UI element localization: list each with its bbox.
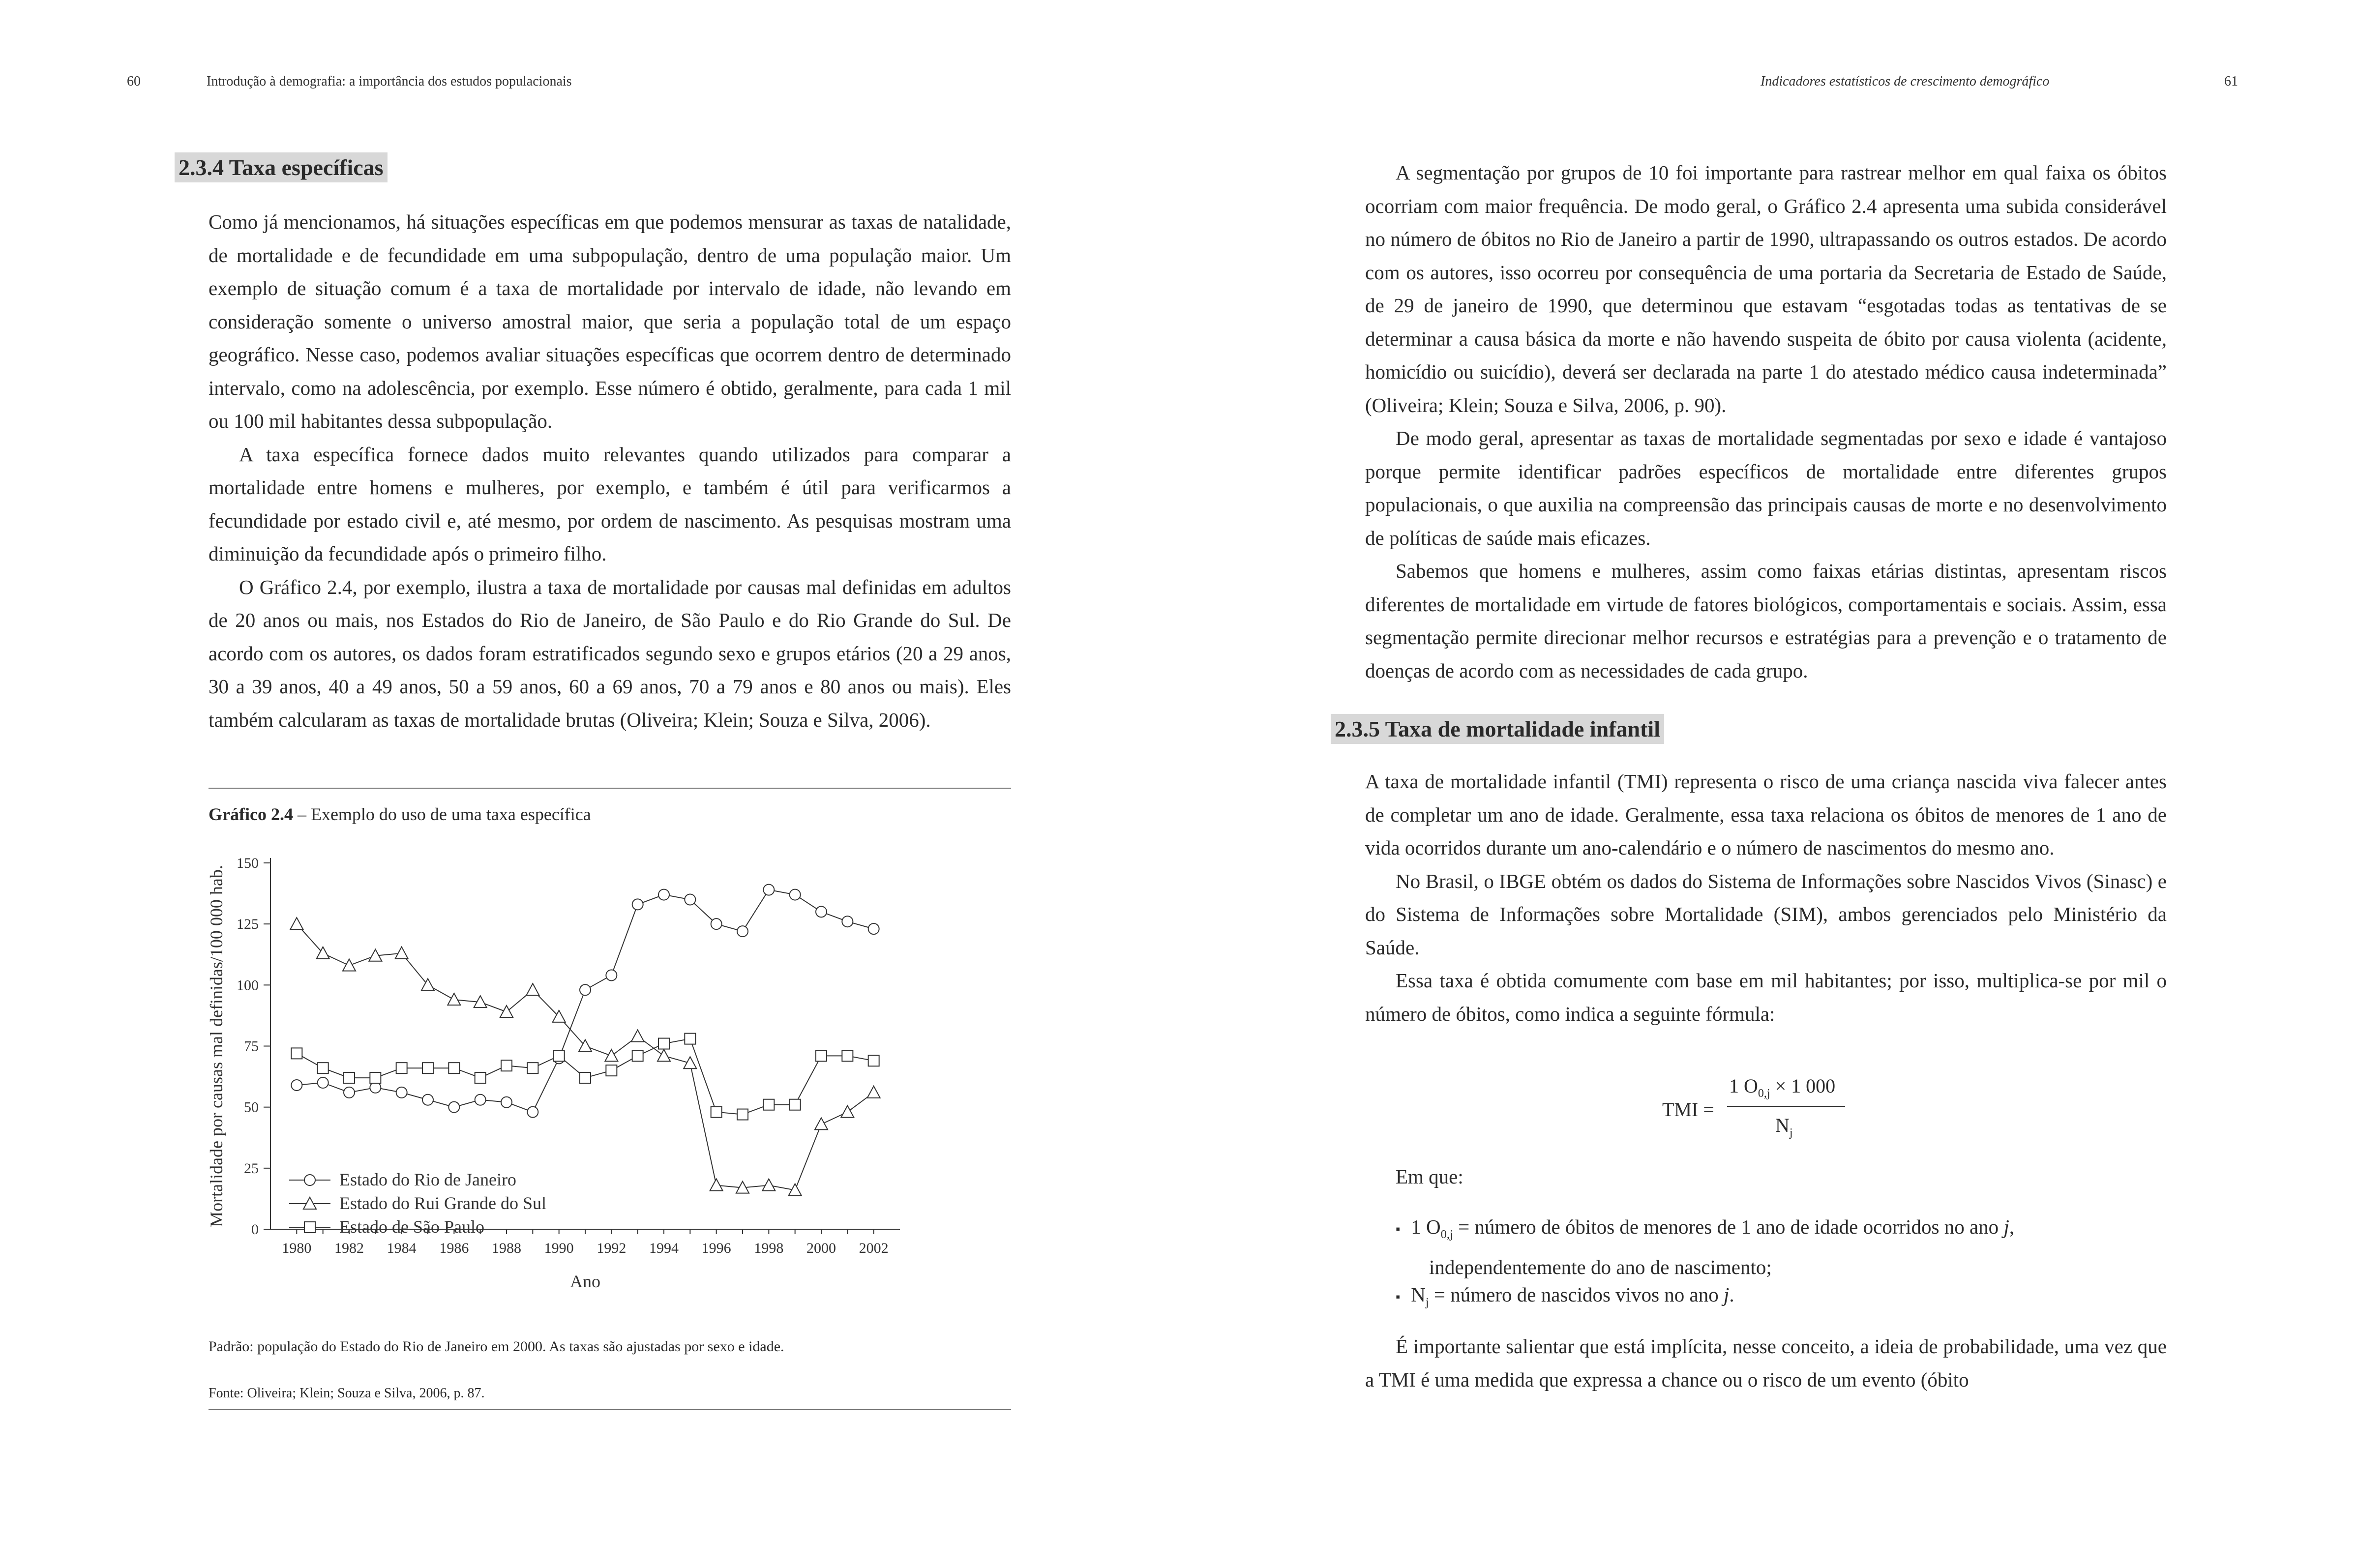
- data-point-square: [527, 1063, 538, 1073]
- bullet-item: ▪ $N_j$ = número de nascidos vivos no ano j.: [1396, 1283, 1734, 1309]
- data-point-circle: [475, 1095, 486, 1105]
- data-point-square: [396, 1063, 407, 1073]
- data-point-triangle: [684, 1057, 696, 1068]
- data-point-circle: [291, 1080, 302, 1091]
- data-point-square: [554, 1050, 565, 1061]
- data-point-square: [606, 1065, 617, 1076]
- data-point-square: [763, 1099, 774, 1110]
- figure-label: Gráfico 2.4: [209, 804, 293, 824]
- data-point-triangle: [815, 1118, 828, 1129]
- data-point-triangle: [710, 1179, 723, 1191]
- paragraph: Sabemos que homens e mulheres, assim como faixas etárias distintas, apresentam riscos diferentes de mortalidade em virtude de fatores biológicos, comportamentais e sociais. Assim, essa segmentação permite direcionar melhor recursos e estratégias para a prevenção e o tratamento de doenças de acordo com as necessidades de cada grupo.: [1365, 560, 2167, 682]
- legend-label: Estado de São Paulo: [339, 1217, 484, 1237]
- data-point-square: [790, 1099, 801, 1110]
- formula-numerator: 1 $O_{0,j} \times 1$ 000: [1729, 1075, 1836, 1100]
- series-line-triangle: [297, 924, 873, 1190]
- data-point-circle: [632, 899, 643, 910]
- figure-caption: [209, 804, 591, 825]
- data-point-triangle: [526, 983, 539, 995]
- paragraph: A taxa específica fornece dados muito relevantes quando utilizados para comparar a mortalidade entre homens e mulheres, por exemplo, e também é útil para verificarmos a fecundidade por estado civil e, até mesmo, por ordem de nascimento. As pesquisas mostram uma diminuição da fecundidade após o primeiro filho.: [209, 443, 1011, 565]
- paragraph: A taxa de mortalidade infantil (TMI) representa o risco de uma criança nascida viva falecer antes de completar um ano de idade. Geralmente, essa taxa relaciona os óbitos de menores de 1 ano de vida ocorridos durante um ano-calendário e o número de nascimentos do mesmo ano.: [1365, 770, 2167, 859]
- right-running-header: Indicadores estatísticos de crescimento demográfico: [1761, 74, 2050, 89]
- data-point-circle: [422, 1095, 433, 1105]
- chart-legend: [289, 1170, 546, 1237]
- data-point-square: [711, 1107, 722, 1118]
- y-tick-label: 100: [237, 977, 259, 994]
- bullet-mark: ▪: [1396, 1222, 1401, 1237]
- data-point-triangle: [762, 1179, 775, 1191]
- y-tick-label: 150: [237, 855, 259, 871]
- data-point-triangle: [421, 978, 434, 990]
- left-page-number: 60: [127, 74, 141, 89]
- right-body-text-top: [1365, 156, 2167, 687]
- data-point-circle: [711, 918, 722, 929]
- data-point-circle: [396, 1087, 407, 1098]
- tmi-formula: [1662, 1074, 1859, 1148]
- x-tick-label: 2000: [806, 1240, 836, 1256]
- right-body-text-bottom: [1365, 1330, 2167, 1396]
- y-tick-label: 0: [251, 1221, 259, 1238]
- section-title-2-3-5: 2.3.5 Taxa de mortalidade infantil: [1331, 714, 1664, 744]
- data-point-square: [422, 1063, 433, 1073]
- bullet-item: ▪ 1 $O_{0,j}$ = número de óbitos de menores de 1 ano de idade ocorridos no ano j, independentemente do ano de nascimento;: [1396, 1215, 2015, 1279]
- data-point-triangle: [841, 1106, 854, 1118]
- data-point-circle: [790, 889, 801, 900]
- mortality-line-chart: [187, 836, 944, 1328]
- paragraph: De modo geral, apresentar as taxas de mortalidade segmentadas por sexo e idade é vantajoso porque permite identificar padrões específicos de mortalidade entre diferentes grupos populacionais, o que auxilia na compreensão das principais causas de morte e no desenvolvimento de políticas de saúde mais eficazes.: [1365, 427, 2167, 549]
- data-point-square: [685, 1034, 695, 1044]
- data-point-circle: [737, 926, 748, 937]
- legend-marker-circle: [304, 1175, 315, 1185]
- data-point-triangle: [605, 1049, 618, 1061]
- chart-markers: [290, 885, 880, 1196]
- x-axis-title: Ano: [570, 1272, 600, 1291]
- data-point-square: [658, 1038, 669, 1049]
- data-point-circle: [318, 1077, 328, 1088]
- section-title-2-3-4: 2.3.4 Taxa específicas: [175, 152, 388, 182]
- legend-marker-square: [304, 1222, 315, 1233]
- y-tick-label: 50: [244, 1099, 259, 1116]
- data-point-triangle: [867, 1086, 880, 1098]
- data-point-triangle: [500, 1006, 513, 1017]
- formula-denominator: $N_j$: [1775, 1114, 1793, 1139]
- figure-bottom-rule: [209, 1409, 1011, 1410]
- fraction-bar: [1727, 1106, 1845, 1107]
- data-point-triangle: [657, 1049, 670, 1061]
- right-body-text-mid: [1365, 765, 2167, 1031]
- x-tick-label: 1988: [492, 1240, 521, 1256]
- right-page-number: 61: [2224, 74, 2238, 89]
- data-point-circle: [501, 1097, 512, 1108]
- figure-source: Fonte: Oliveira; Klein; Souza e Silva, 2006, p. 87.: [209, 1386, 485, 1401]
- figure-note: Padrão: população do Estado do Rio de Janeiro em 2000. As taxas são ajustadas por sexo e idade.: [209, 1338, 784, 1355]
- data-point-square: [816, 1050, 827, 1061]
- y-tick-label: 25: [244, 1160, 259, 1177]
- x-tick-label: 1996: [701, 1240, 731, 1256]
- data-point-square: [737, 1109, 748, 1120]
- bullet-continuation: independentemente do ano de nascimento;: [1429, 1256, 1772, 1279]
- figure-top-rule: [209, 788, 1011, 789]
- x-tick-label: 1980: [282, 1240, 312, 1256]
- data-point-square: [580, 1072, 591, 1083]
- data-point-circle: [448, 1102, 459, 1113]
- x-tick-label: 1990: [544, 1240, 574, 1256]
- paragraph: A segmentação por grupos de 10 foi importante para rastrear melhor em qual faixa os óbitos ocorriam com maior frequência. De modo geral, o Gráfico 2.4 apresenta uma subida considerável no número de óbitos no Rio de Janeiro a partir de 1990, ultrapassando os outros estados. De acordo com os autores, isso ocorreu por consequência de uma portaria da Secretaria de Estado de Saúde, de 29 de janeiro de 1990, que determinou que estavam “esgotadas todas as tentativas de se determinar a causa básica da morte e não havendo suspeita de óbito por causa violenta (acidente, homicídio ou suicídio), deverá ser declarada na parte 1 do atestado médico causa indeterminada” (Oliveira; Klein; Souza e Silva, 2006, p. 90).: [1365, 161, 2167, 416]
- data-point-square: [632, 1050, 643, 1061]
- data-point-square: [842, 1050, 853, 1061]
- x-tick-label: 1982: [334, 1240, 364, 1256]
- paragraph: É importante salientar que está implícita, nesse conceito, a ideia de probabilidade, uma vez que a TMI é uma medida que expressa a chance ou o risco de um evento (óbito: [1365, 1335, 2167, 1391]
- paragraph: Essa taxa é obtida comumente com base em mil habitantes; por isso, multiplica-se por mil o número de óbitos, como indica a seguinte fórmula:: [1365, 969, 2167, 1025]
- data-point-triangle: [290, 917, 303, 929]
- data-point-triangle: [448, 993, 460, 1005]
- data-point-circle: [527, 1107, 538, 1118]
- data-point-square: [318, 1063, 328, 1073]
- data-point-circle: [658, 889, 669, 900]
- data-point-triangle: [343, 959, 356, 971]
- data-point-triangle: [395, 947, 408, 959]
- legend-label: Estado do Rio de Janeiro: [339, 1170, 516, 1189]
- x-tick-label: 1986: [439, 1240, 469, 1256]
- y-tick-label: 125: [237, 916, 259, 933]
- data-point-square: [475, 1072, 486, 1083]
- x-tick-label: 1984: [387, 1240, 417, 1256]
- paragraph: O Gráfico 2.4, por exemplo, ilustra a taxa de mortalidade por causas mal definidas em adultos de 20 anos ou mais, nos Estados do Rio de Janeiro, de São Paulo e do Rio Grande do Sul. De acordo com os autores, os dados foram estratificados segundo sexo e grupos etários (20 a 29 anos, 30 a 39 anos, 40 a 49 anos, 50 a 59 anos, 60 a 69 anos, 70 a 79 anos e 80 anos ou mais). Eles também calcularam as taxas de mortalidade brutas (Oliveira; Klein; Souza e Silva, 2006).: [209, 575, 1011, 731]
- y-tick-label: 75: [244, 1038, 259, 1055]
- x-tick-label: 1992: [597, 1240, 627, 1256]
- data-point-square: [501, 1060, 512, 1071]
- data-point-triangle: [631, 1030, 644, 1042]
- y-axis-title: Mortalidade por causas mal definidas/100 000 hab.: [207, 865, 226, 1227]
- data-point-square: [344, 1072, 355, 1083]
- data-point-circle: [868, 923, 879, 934]
- legend-label: Estado do Rui Grande do Sul: [339, 1193, 546, 1213]
- data-point-circle: [370, 1082, 381, 1093]
- x-tick-label: 1998: [754, 1240, 784, 1256]
- data-point-circle: [580, 984, 591, 995]
- bullet-mark: ▪: [1396, 1290, 1401, 1304]
- x-tick-label: 2002: [859, 1240, 889, 1256]
- left-running-header: Introdução à demografia: a importância dos estudos populacionais: [207, 74, 572, 89]
- data-point-circle: [606, 970, 617, 980]
- data-point-square: [291, 1048, 302, 1059]
- data-point-circle: [842, 916, 853, 927]
- data-point-circle: [344, 1087, 355, 1098]
- data-point-circle: [685, 894, 695, 905]
- data-point-circle: [763, 885, 774, 895]
- paragraph: Como já mencionamos, há situações específicas em que podemos mensurar as taxas de natalidade, de mortalidade e de fecundidade em uma subpopulação, dentro de uma população maior. Um exemplo de situação comum é a taxa de mortalidade por intervalo de idade, não levando em consideração somente o universo amostral maior, que seria a população total de um espaço geográfico. Nesse caso, podemos avaliar situações específicas que ocorrem dentro de determinado intervalo, como na adolescência, por exemplo. Esse número é obtido, geralmente, para cada 1 mil ou 100 mil habitantes dessa subpopulação.: [209, 210, 1011, 432]
- left-body-text: [209, 206, 1011, 737]
- data-point-square: [370, 1072, 381, 1083]
- x-tick-label: 1994: [649, 1240, 679, 1256]
- figure-caption-text: – Exemplo do uso de uma taxa específica: [293, 804, 591, 824]
- data-point-circle: [816, 906, 827, 917]
- data-point-square: [448, 1063, 459, 1073]
- data-point-square: [868, 1055, 879, 1066]
- paragraph: No Brasil, o IBGE obtém os dados do Sistema de Informações sobre Nascidos Vivos (Sinasc) e do Sistema de Informações sobre Mortalidade (SIM), ambos gerenciados pelo Ministério da Saúde.: [1365, 869, 2167, 959]
- formula-lhs: TMI =: [1662, 1098, 1714, 1121]
- em-que-label: Em que:: [1396, 1165, 1463, 1188]
